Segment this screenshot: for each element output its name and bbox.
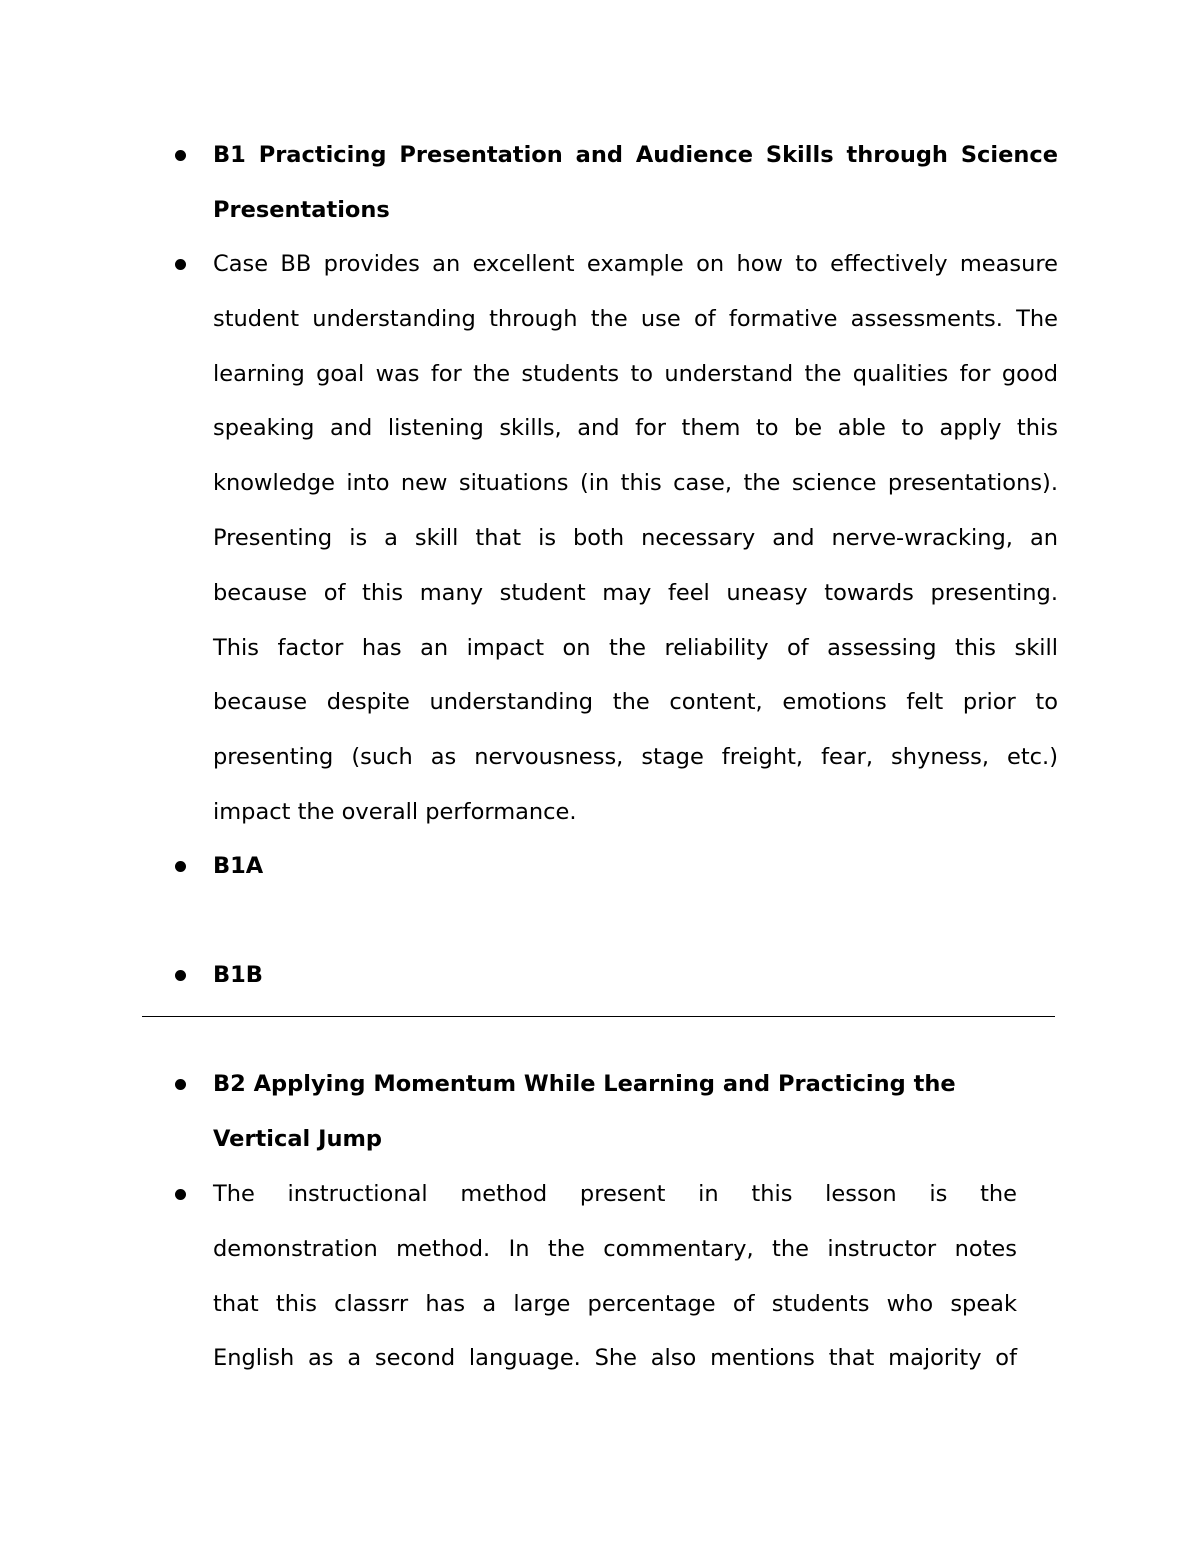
horizontal-divider: [142, 1016, 1055, 1017]
paragraph-line: that this classrr has a large percentage of students who speak: [213, 1290, 1017, 1317]
bullet-icon: [175, 861, 186, 872]
subheading-b1b: [213, 948, 263, 1003]
paragraph-line: speaking and listening skills, and for them to be able to apply this: [213, 415, 1058, 442]
subheading-label: B1B: [213, 962, 263, 988]
bullet-icon: [175, 259, 186, 270]
paragraph-b1: [213, 237, 1058, 840]
paragraph-line: This factor has an impact on the reliability of assessing this skill: [213, 634, 1058, 661]
subheading-b1a: [213, 839, 263, 894]
paragraph-line: English as a second language. She also mentions that majority of: [213, 1345, 1017, 1372]
paragraph-line: The instructional method present in this lesson is the: [213, 1181, 1017, 1207]
paragraph-line: Presenting is a skill that is both necessary and nerve-wracking, an: [213, 524, 1058, 551]
paragraph-b2: [213, 1167, 1017, 1386]
paragraph-line: knowledge into new situations (in this case, the science presentations).: [213, 470, 1058, 497]
paragraph-line: demonstration method. In the commentary, the instructor notes: [213, 1235, 1017, 1262]
heading-line: B1 Practicing Presentation and Audience Skills through Science: [213, 142, 1058, 168]
bullet-icon: [175, 1079, 186, 1090]
section-heading-b2: [213, 1057, 1018, 1167]
section-heading-b1: [213, 128, 1058, 238]
paragraph-line: because despite understanding the content, emotions felt prior to: [213, 689, 1058, 716]
paragraph-line: learning goal was for the students to understand the qualities for good: [213, 360, 1058, 387]
paragraph-line: because of this many student may feel uneasy towards presenting.: [213, 579, 1058, 606]
heading-line: Vertical Jump: [213, 1125, 383, 1152]
heading-line: B2 Applying Momentum While Learning and Practicing the: [213, 1071, 956, 1097]
heading-line: Presentations: [213, 196, 390, 223]
subheading-label: B1A: [213, 853, 264, 879]
paragraph-line: Case BB provides an excellent example on how to effectively measure: [213, 251, 1058, 277]
paragraph-line: student understanding through the use of formative assessments. The: [213, 305, 1058, 332]
bullet-icon: [175, 970, 186, 981]
paragraph-line: impact the overall performance.: [213, 798, 577, 825]
bullet-icon: [175, 1189, 186, 1200]
bullet-icon: [175, 150, 186, 161]
paragraph-line: presenting (such as nervousness, stage freight, fear, shyness, etc.): [213, 744, 1058, 771]
